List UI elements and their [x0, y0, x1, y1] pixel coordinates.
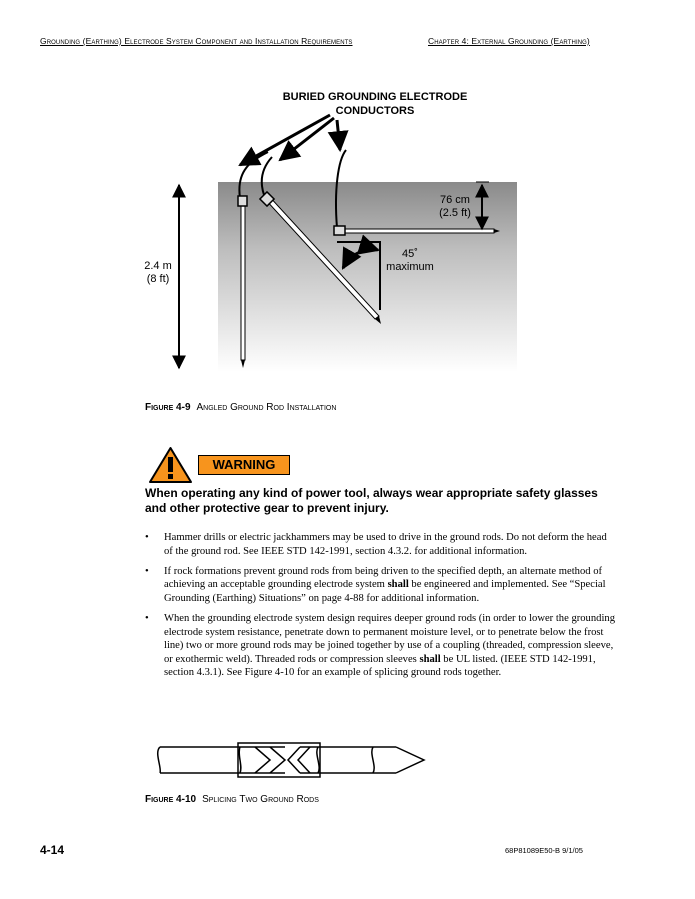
list-item: • If rock formations prevent ground rods from being driven to the specified depth, an alternate method of achieving an acceptable grounding electrode system shall be engineered and implemented. See “Special Grounding (Earthing) Situations” on page 4-88 for additional information. — [145, 565, 615, 606]
horizontal-ground-rod — [336, 229, 494, 233]
figure-caption — [145, 402, 336, 413]
list-item: • Hammer drills or electric jackhammers may be used to drive in the ground rods. Do not deform the head of the ground rod. See IEEE STD 142-1991, section 4.3.2. for additional information. — [145, 531, 615, 558]
document-number: 68P81089E50-B 9/1/05 — [505, 846, 583, 855]
page-number: 4-14 — [40, 843, 65, 857]
figure-caption — [145, 794, 319, 805]
warning-label: WARNING — [198, 455, 290, 475]
rod-clamp — [238, 196, 247, 206]
figure-number: Figure 4-9 — [145, 402, 191, 413]
figure-title: Angled Ground Rod Installation — [196, 402, 337, 413]
running-header-left: Grounding (Earthing) Electrode System Component and Installation Requirements — [40, 36, 353, 46]
warning-icon — [148, 446, 193, 484]
left-ground-rod — [158, 747, 285, 773]
running-header-right: Chapter 4: External Grounding (Earthing) — [428, 36, 590, 46]
list-item: • When the grounding electrode system design requires deeper ground rods (in order to lower the grounding electrode system resistance, penetrate down to permanent moisture level, or to penetrate below the frost line) two or more ground rods may be joined together by use of a coupling (threaded, compression sleeve, or exothermic weld). Threaded rods or compression sleeves shall be UL listed. (IEEE STD 142-1991, section 4.3.1). See Figure 4-10 for an example of splicing ground rods together. — [145, 612, 615, 680]
rod-break — [317, 747, 374, 773]
length-label: 2.4 m (8 ft) — [144, 260, 172, 285]
depth-label: 76 cm (2.5 ft) — [439, 194, 471, 219]
angle-label: 45˚ maximum — [386, 248, 434, 273]
warning-text: When operating any kind of power tool, always wear appropriate safety glasses and other protective gear to prevent injury. — [145, 486, 598, 515]
coupling-sleeve — [238, 743, 320, 777]
figure-title: Splicing Two Ground Rods — [202, 794, 319, 805]
label-arrow — [337, 120, 340, 150]
bullet-list — [145, 531, 615, 686]
vertical-ground-rod — [241, 198, 245, 360]
splicing-rods-figure — [0, 730, 695, 790]
figure-number: Figure 4-10 — [145, 794, 197, 805]
angled-ground-rod-figure — [0, 0, 695, 420]
figure-label-conductors: BURIED GROUNDING ELECTRODE CONDUCTORS — [282, 91, 468, 117]
rod-clamp — [334, 226, 345, 235]
